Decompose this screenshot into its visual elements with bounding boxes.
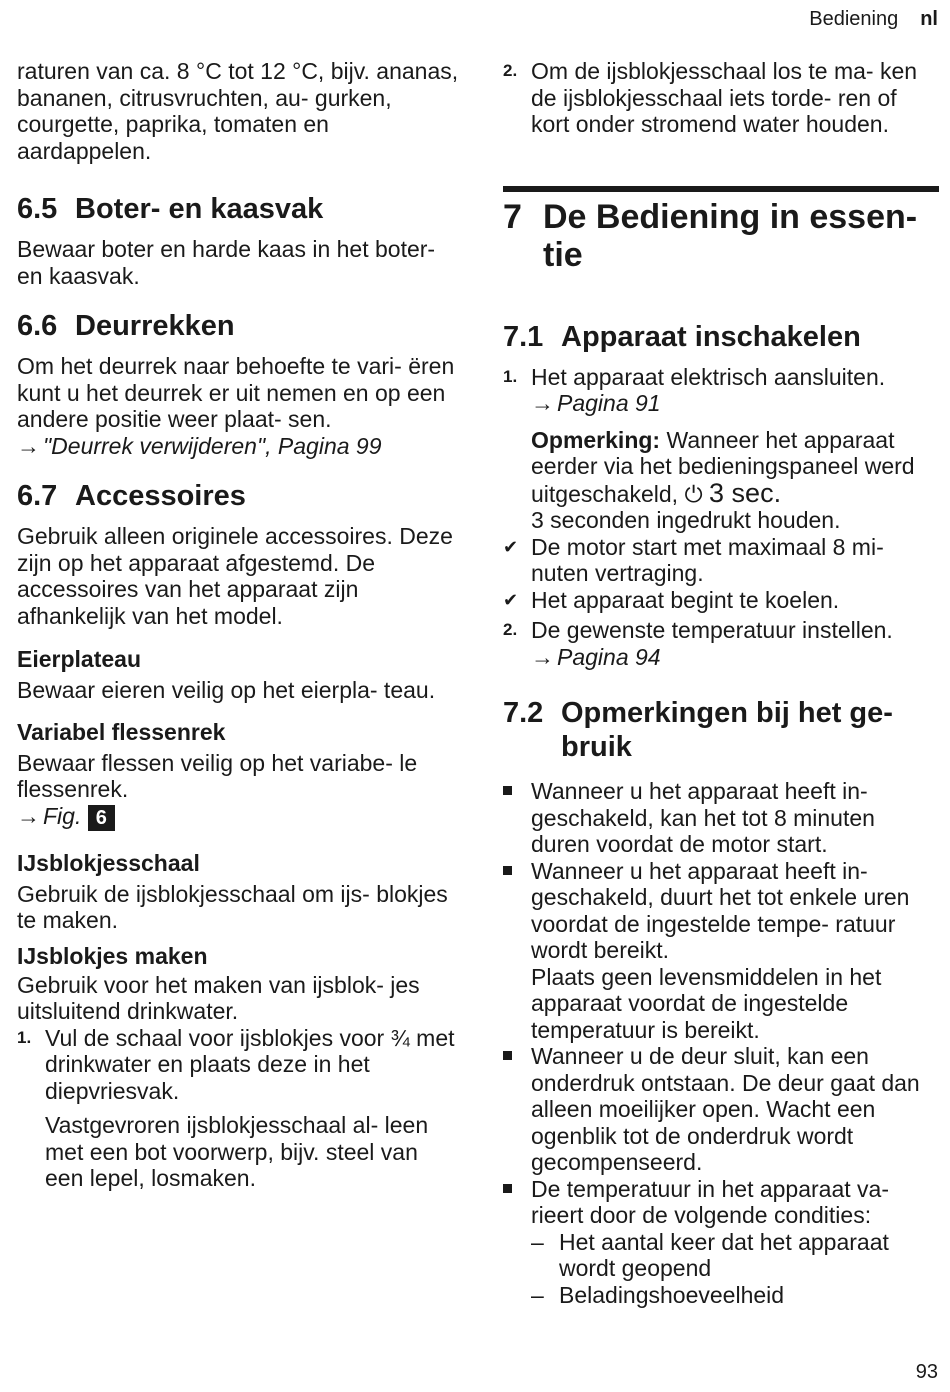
arrow-right-icon: → xyxy=(531,643,554,670)
subheading-eierplateau: Eierplateau xyxy=(17,646,141,672)
square-bullet-icon xyxy=(503,866,512,875)
chapter-7-heading xyxy=(503,198,940,274)
square-bullet-icon xyxy=(503,786,512,795)
heading-number: 6.5 xyxy=(17,193,58,225)
bullet-item xyxy=(503,1176,940,1229)
note-block xyxy=(503,427,940,534)
step-number: 2. xyxy=(503,61,518,80)
header-language: nl xyxy=(920,8,938,30)
right-column xyxy=(503,0,940,1308)
header-section: Bediening xyxy=(809,8,899,30)
step-number: 1. xyxy=(17,1027,32,1047)
heading-title: Apparaat inschakelen xyxy=(561,320,861,353)
bullet-text: De temperatuur in het apparaat va- rieert door de volgende condities: xyxy=(531,1175,889,1228)
dash-marker: – xyxy=(531,1281,544,1308)
step-text: Het apparaat elektrisch aansluiten. xyxy=(531,363,886,390)
arrow-right-icon: → xyxy=(531,390,554,416)
heading-6-6 xyxy=(17,309,462,343)
paragraph: Gebruik de ijsblokjesschaal om ijs- blokjes te maken. xyxy=(17,880,448,933)
heading-title: Accessoires xyxy=(75,480,246,512)
numbered-step xyxy=(503,617,940,644)
step-text: De gewenste temperatuur instellen. xyxy=(531,617,893,643)
note-text-2: 3 seconden ingedrukt houden. xyxy=(531,507,841,533)
paragraph: Bewaar eieren veilig op het eierpla- teau. xyxy=(17,677,436,703)
bullet-item xyxy=(503,778,940,858)
arrow-right-icon: → xyxy=(17,802,40,829)
dash-marker: – xyxy=(531,1228,544,1255)
heading-title: Deurrekken xyxy=(75,310,235,342)
result-text: Het apparaat begint te koelen. xyxy=(531,586,840,613)
paragraph: Bewaar boter en harde kaas in het boter- en kaasvak. xyxy=(17,236,436,289)
heading-7-1 xyxy=(503,320,940,354)
check-icon: ✔ xyxy=(503,536,519,557)
step-number: 2. xyxy=(503,620,518,639)
heading-title: Opmerkingen bij het ge- bruik xyxy=(561,697,893,763)
check-icon: ✔ xyxy=(503,589,519,610)
step-text: Vul de schaal voor ijsblokjes voor ¾ met drinkwater en plaats deze in het diepvriesvak. xyxy=(45,1024,455,1104)
reference-text: Pagina 94 xyxy=(557,643,661,670)
square-bullet-icon xyxy=(503,1051,512,1060)
numbered-step xyxy=(17,1025,462,1105)
power-icon: ⏻ xyxy=(684,480,703,507)
square-bullet-icon xyxy=(503,1184,512,1193)
subheading-ijsblokjesschaal: IJsblokjesschaal xyxy=(17,849,200,876)
step-note: Vastgevroren ijsblokjesschaal al- leen met een bot voorwerp, bijv. steel van een lepel, losmaken. xyxy=(45,1112,429,1191)
note-label: Opmerking: xyxy=(531,426,661,453)
numbered-step xyxy=(503,364,940,391)
heading-number: 6.7 xyxy=(17,480,58,512)
subheading-flessenrek: Variabel flessenrek xyxy=(17,718,226,745)
page-number: 93 xyxy=(915,1361,938,1383)
figure-number-badge: 6 xyxy=(88,805,115,831)
heading-6-7 xyxy=(17,479,462,513)
figure-label: Fig. xyxy=(43,802,82,829)
chapter-title: De Bediening in essen- tie xyxy=(543,197,918,274)
dash-item xyxy=(531,1282,940,1309)
heading-number: 6.6 xyxy=(17,310,58,342)
heading-number: 7.2 xyxy=(503,697,544,729)
step-text: Om de ijsblokjesschaal los te ma- ken de ijsblokjesschaal iets torde- ren of kort onder stromend water houden. xyxy=(531,58,918,137)
dash-text: Beladingshoeveelheid xyxy=(559,1281,785,1308)
intro-text: raturen van ca. 8 °C tot 12 °C, bijv. ananas, bananen, citrusvruchten, au- gurken, courgette, paprika, tomaten en aardappelen. xyxy=(17,58,459,164)
step-number: 1. xyxy=(503,366,518,386)
reference-text: Pagina 91 xyxy=(557,390,661,416)
bullet-extra-text: Plaats geen levensmiddelen in het apparaat voordat de ingestelde temperatuur is bereikt. xyxy=(531,963,882,1043)
cross-reference-link[interactable] xyxy=(503,644,940,671)
figure-reference-link[interactable] xyxy=(17,803,462,831)
bullet-text: Wanneer u de deur sluit, kan een onderdruk ontstaan. De deur gaat dan alleen moeilijker open. Wacht een ogenblik tot de onderdruk wordt gecompenseerd. xyxy=(531,1043,920,1175)
paragraph: Om het deurrek naar behoefte te vari- ëren kunt u het deurrek er uit nemen en op een andere positie weer plaat- sen. xyxy=(17,353,455,432)
paragraph: Gebruik alleen originele accessoires. Deze zijn op het apparaat afgestemd. De accessoires van het apparaat zijn afhankelijk van het model. xyxy=(17,523,453,629)
cross-reference-link[interactable] xyxy=(503,390,940,417)
bullet-item xyxy=(503,858,940,964)
numbered-step xyxy=(503,58,940,138)
chapter-rule xyxy=(503,186,939,192)
heading-7-2 xyxy=(503,696,940,764)
heading-title: Boter- en kaasvak xyxy=(75,193,324,225)
result-item xyxy=(503,587,940,614)
heading-6-5 xyxy=(17,192,462,226)
result-item xyxy=(503,534,940,587)
paragraph: Gebruik voor het maken van ijsblok- jes uitsluitend drinkwater. xyxy=(17,971,420,1024)
note-text: Wanneer het apparaat eerder via het bedieningspaneel werd uitgeschakeld, xyxy=(531,426,915,507)
reference-text: "Deurrek verwijderen", Pagina 99 xyxy=(43,432,382,459)
result-text: De motor start met maximaal 8 mi- nuten vertraging. xyxy=(531,533,884,586)
paragraph: Bewaar flessen veilig op het variabe- le flessenrek. xyxy=(17,749,418,802)
subheading-ijsblokjes-maken: IJsblokjes maken xyxy=(17,942,208,969)
chapter-number: 7 xyxy=(503,197,522,236)
cross-reference-link[interactable] xyxy=(17,433,462,460)
heading-number: 7.1 xyxy=(503,320,544,353)
arrow-right-icon: → xyxy=(17,432,40,459)
dash-item xyxy=(531,1229,940,1282)
bullet-text: Wanneer u het apparaat heeft in- geschakeld, duurt het tot enkele uren voordat de ingestelde tempe- ratuur wordt bereikt. xyxy=(531,857,910,963)
bullet-text: Wanneer u het apparaat heeft in- geschakeld, kan het tot 8 minuten duren voordat de motor start. xyxy=(531,778,875,857)
dash-text: Het aantal keer dat het apparaat wordt geopend xyxy=(559,1228,889,1281)
left-column xyxy=(17,0,462,1192)
bullet-item xyxy=(503,1043,940,1176)
power-time: 3 sec. xyxy=(709,477,782,508)
